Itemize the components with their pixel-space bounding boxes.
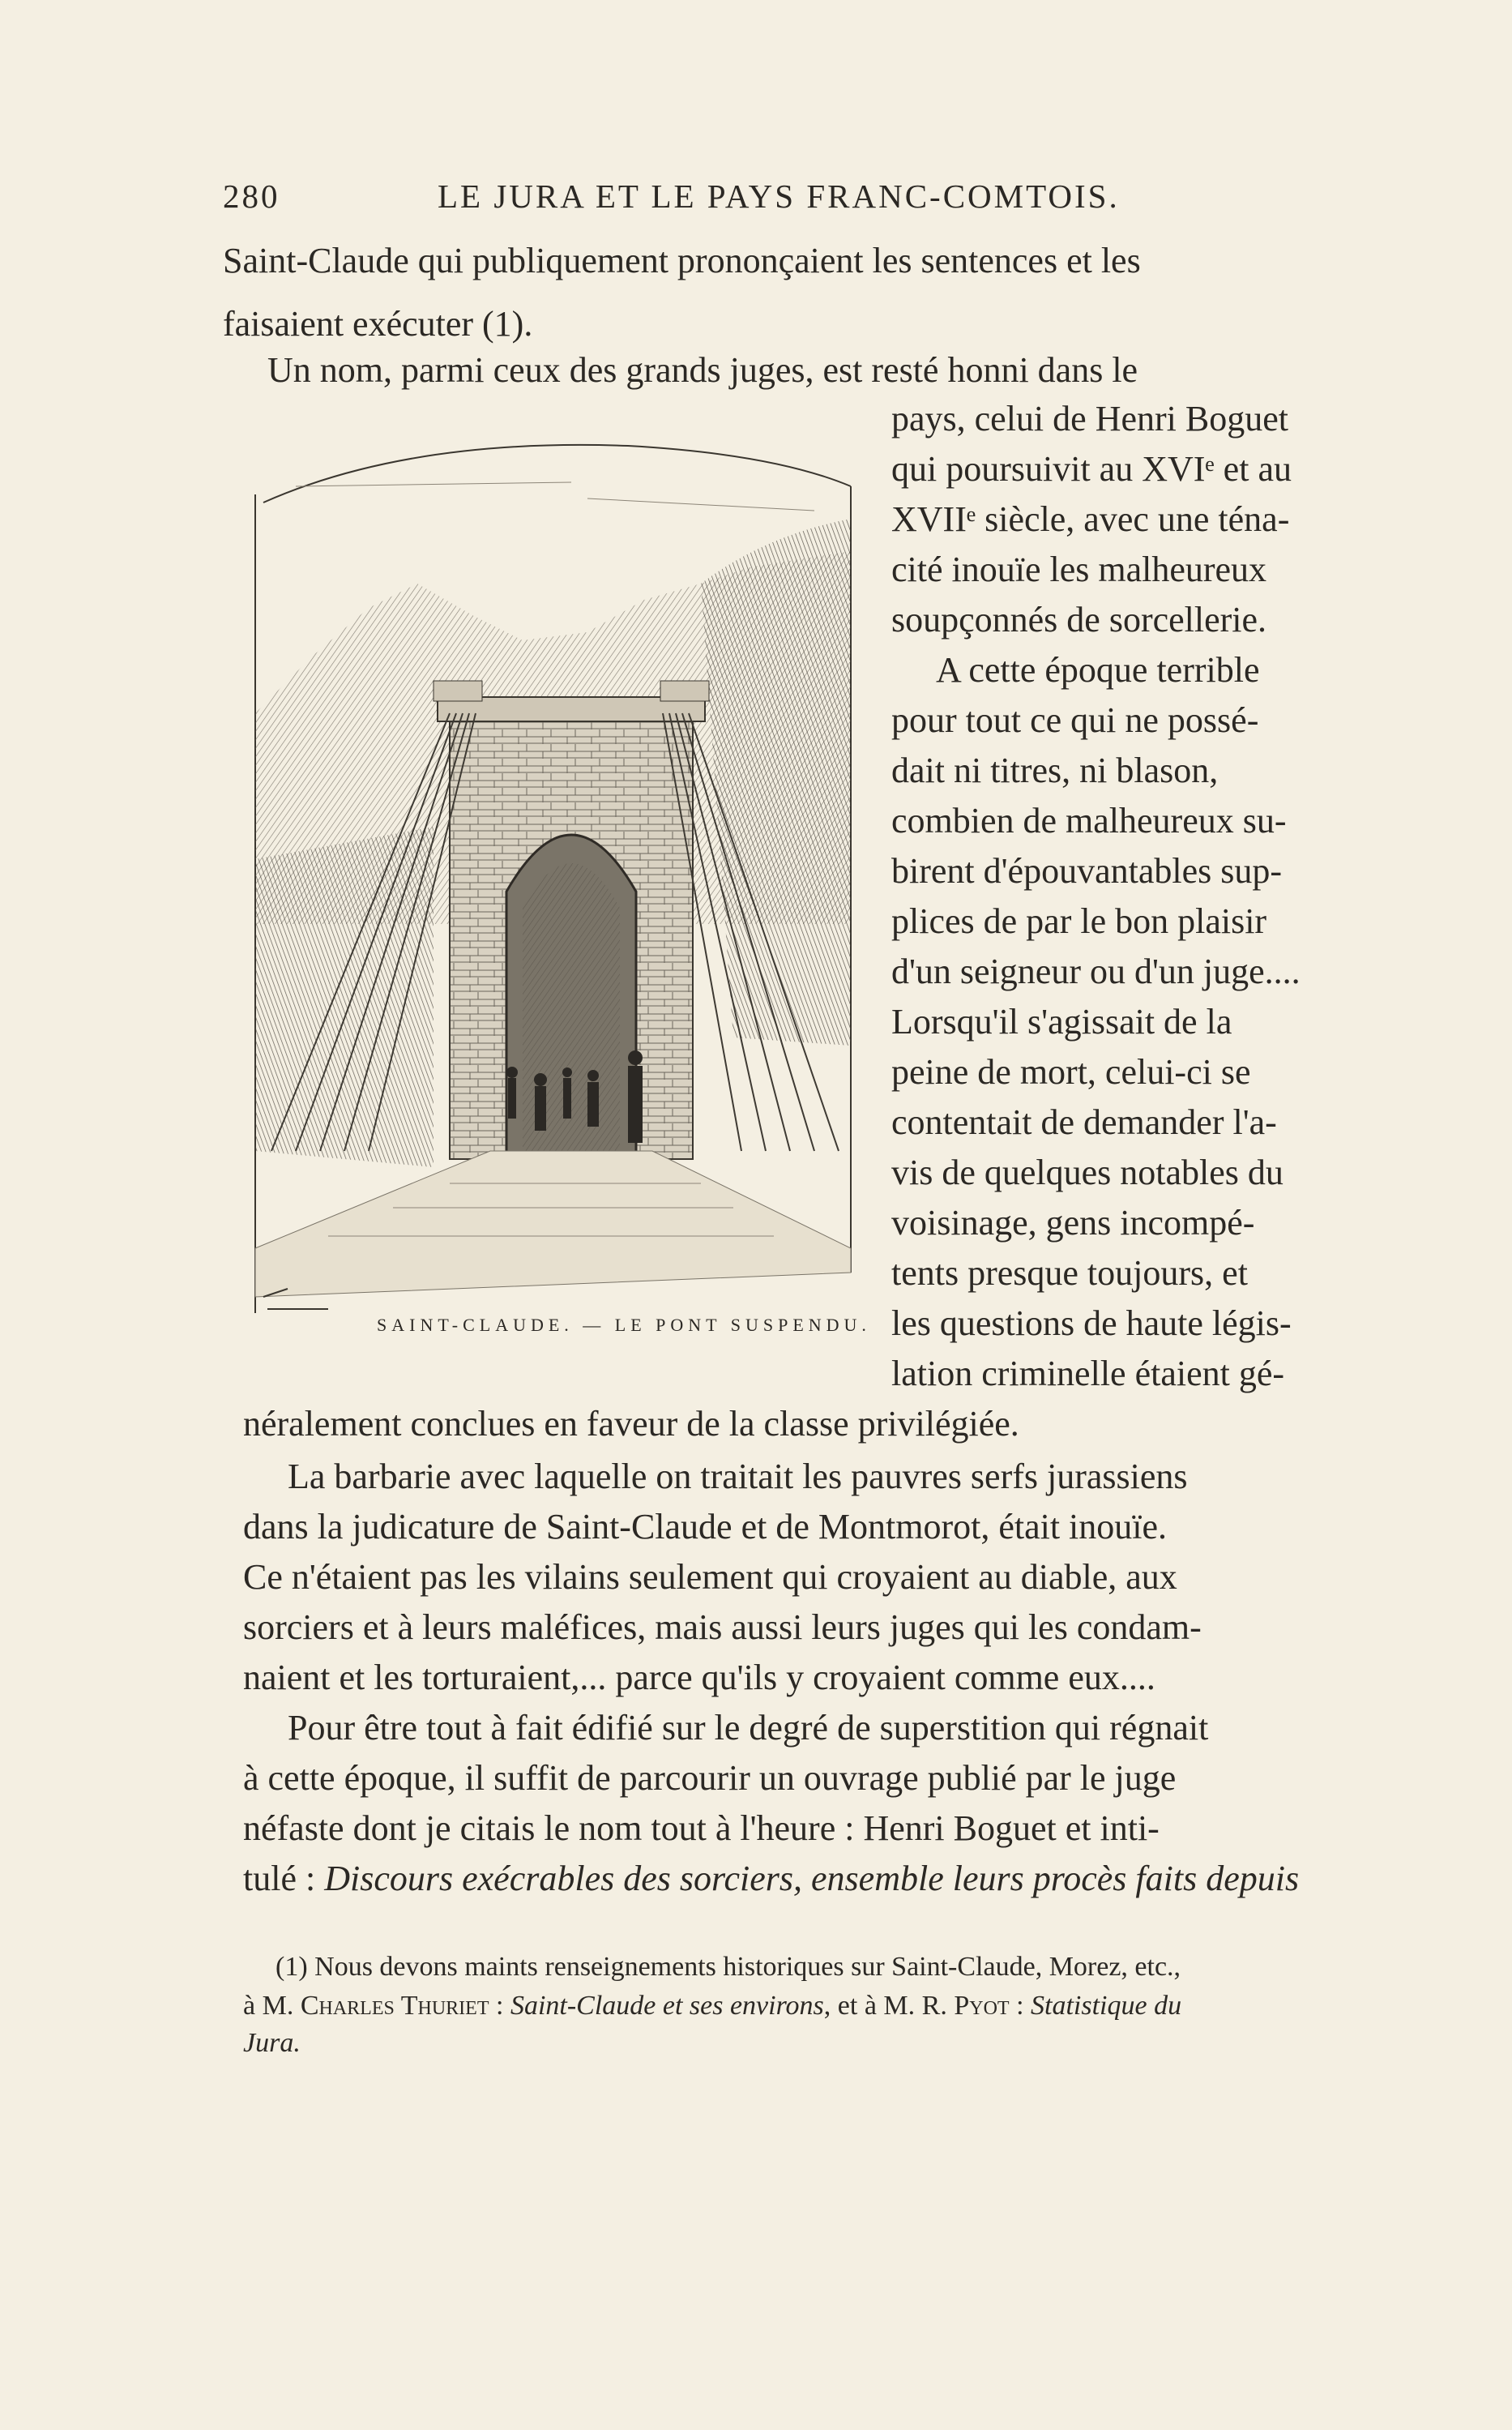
footnote-text: :: [489, 1991, 510, 2021]
running-title: LE JURA ET LE PAYS FRANC-COMTOIS.: [438, 178, 1120, 215]
body-line: Pour être tout à fait édifié sur le degré de superstition qui régnait: [288, 1708, 1209, 1748]
author-name: Charles Thuriet: [300, 1991, 489, 2021]
author-name: Pyot: [954, 1991, 1010, 2021]
body-line: pour tout ce qui ne possé-: [891, 700, 1259, 740]
body-line: pays, celui de Henri Boguet: [891, 399, 1288, 439]
body-line: Ce n'étaient pas les vilains seulement qui croyaient au diable, aux: [243, 1557, 1177, 1597]
footnote-line: [243, 1992, 1181, 2020]
body-line: voisinage, gens incompé-: [891, 1203, 1255, 1243]
body-line: naient et les torturaient,... parce qu'ils y croyaient comme eux....: [243, 1658, 1155, 1697]
body-line: [243, 1861, 1299, 1897]
body-line: cité inouïe les malheureux: [891, 550, 1267, 589]
body-line: à cette époque, il suffit de parcourir un ouvrage publié par le juge: [243, 1758, 1177, 1798]
book-title-italic: Statistique du: [1031, 1991, 1182, 2021]
body-line: lation criminelle étaient gé-: [891, 1354, 1285, 1393]
body-line: soupçonnés de sorcellerie.: [891, 600, 1267, 640]
body-line: peine de mort, celui-ci se: [891, 1052, 1251, 1092]
body-line: dans la judicature de Saint-Claude et de Montmorot, était inouïe.: [243, 1507, 1168, 1547]
figure-caption: SAINT-CLAUDE. — LE PONT SUSPENDU.: [377, 1315, 871, 1335]
body-line: sorciers et à leurs maléfices, mais aussi leurs juges qui les condam-: [243, 1607, 1202, 1647]
body-line: les questions de haute légis-: [891, 1303, 1292, 1343]
running-header: [223, 177, 1373, 225]
body-line: Un nom, parmi ceux des grands juges, est resté honni dans le: [267, 350, 1138, 390]
body-line: vis de quelques notables du: [891, 1153, 1283, 1192]
footnote-text: :: [1009, 1991, 1031, 2021]
body-line: néralement conclues en faveur de la classe privilégiée.: [243, 1404, 1019, 1444]
body-line: faisaient exécuter (1).: [223, 304, 533, 344]
body-line: contentait de demander l'a-: [891, 1102, 1277, 1142]
body-line: combien de malheureux su-: [891, 801, 1287, 841]
body-line: dait ni titres, ni blason,: [891, 751, 1219, 790]
body-line: plices de par le bon plaisir: [891, 901, 1267, 941]
body-line: XVIIᵉ siècle, avec une téna-: [891, 499, 1290, 539]
body-line: A cette époque terrible: [936, 650, 1260, 690]
body-line-prefix: tulé :: [243, 1859, 325, 1898]
body-line: tents presque toujours, et: [891, 1253, 1248, 1293]
body-line: Saint-Claude qui publiquement prononçaient les sentences et les: [223, 241, 1141, 280]
footnote-text: , et à M. R.: [823, 1991, 955, 2021]
body-line: Lorsqu'il s'agissait de la: [891, 1002, 1232, 1042]
book-title-italic: Jura.: [243, 2028, 301, 2058]
engraving-illustration: [247, 438, 859, 1313]
book-title-italic: Discours exécrables des sorciers, ensemble leurs procès faits depuis: [324, 1859, 1300, 1898]
page-number: 280: [223, 178, 280, 215]
footnote-line: [243, 2030, 301, 2057]
body-line: La barbarie avec laquelle on traitait les pauvres serfs jurassiens: [288, 1457, 1188, 1496]
book-title-italic: Saint-Claude et ses environs: [510, 1991, 824, 2021]
footnote-text: à M.: [243, 1991, 301, 2021]
body-line: d'un seigneur ou d'un juge....: [891, 952, 1301, 991]
body-line: néfaste dont je citais le nom tout à l'heure : Henri Boguet et inti-: [243, 1808, 1160, 1848]
footnote-line: (1) Nous devons maints renseignements historiques sur Saint-Claude, Morez, etc.,: [275, 1952, 1181, 1982]
body-line: qui poursuivit au XVIᵉ et au: [891, 449, 1292, 489]
body-line: birent d'épouvantables sup-: [891, 851, 1283, 891]
